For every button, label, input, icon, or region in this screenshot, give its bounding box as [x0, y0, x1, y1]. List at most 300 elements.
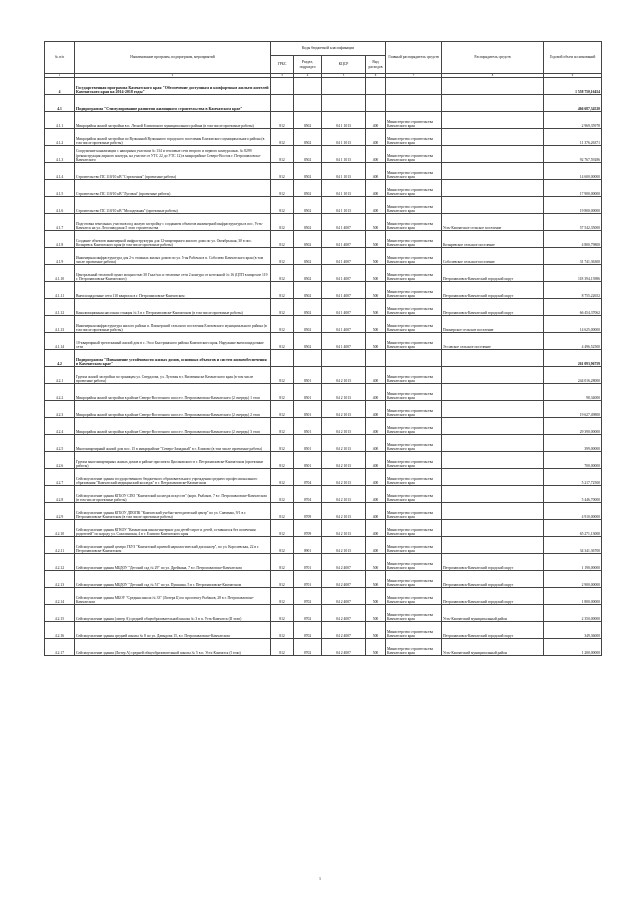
column-number: 6	[366, 74, 386, 78]
row-total: 29 390,00000	[544, 418, 602, 435]
row-total: 8 755,22652	[544, 282, 602, 299]
row-grbs	[271, 95, 294, 112]
table-row	[45, 282, 602, 299]
table-row	[45, 554, 602, 571]
row-main-manager: Министерство строительства Камчатского края	[386, 605, 442, 622]
column-number: 8	[442, 74, 544, 78]
row-main-manager: Министерство строительства Камчатского края	[386, 248, 442, 265]
row-grbs: 812	[271, 503, 294, 520]
row-total: 92 767,59286	[544, 146, 602, 163]
row-kcsr: 04 1 1013	[322, 163, 366, 180]
table-body	[45, 78, 602, 656]
row-manager: Пионерское сельское поселение	[442, 316, 544, 333]
row-grbs: 812	[271, 537, 294, 554]
row-name: Строительство ПС 110/10 кВ "Стрелочная" (проектные работы)	[75, 163, 271, 180]
row-razdel: 0704	[294, 469, 322, 486]
row-grbs: 812	[271, 452, 294, 469]
row-kvr: 400	[366, 435, 386, 452]
table-row	[45, 112, 602, 129]
row-razdel: 0502	[294, 197, 322, 214]
row-kvr: 400	[366, 537, 386, 554]
row-grbs: 812	[271, 605, 294, 622]
row-kvr: 400	[366, 401, 386, 418]
row-kcsr: 04 2 4007	[322, 588, 366, 605]
row-razdel: 0502	[294, 282, 322, 299]
row-name: Микрорайон жилой застройки в районе Северо-Восточного шоссе г. Петропавловска-Камчатского (2 очередь) 2 этап	[75, 401, 271, 418]
row-name: Микрорайон жилой застройки в районе Северо-Восточного шоссе г. Петропавловска-Камчатского (2 очередь) 1 этап	[75, 384, 271, 401]
row-total: 14 625,00000	[544, 316, 602, 333]
row-razdel: 0709	[294, 503, 322, 520]
row-manager: Петропавловск-Камчатский городской округ	[442, 282, 544, 299]
row-name: Строительство ПС 110/10 кВ "Молодежная" (проектные работы)	[75, 197, 271, 214]
row-total: 4 800,79800	[544, 231, 602, 248]
row-razdel: 0502	[294, 214, 322, 231]
row-name: Сооружение канализации с напорным участком № 134 и тепловые сети второго и первого контура инж. № 8299 (реконструкция лирного контура, на участке от УТС 22 до УТС 12) в микрорайоне Северо-Восток г. Петропавловска-Камчатского	[75, 146, 271, 163]
row-kvr: 500	[366, 265, 386, 282]
row-main-manager	[386, 95, 442, 112]
column-number: 9	[544, 74, 602, 78]
row-manager	[442, 95, 544, 112]
row-main-manager: Министерство строительства Камчатского края	[386, 401, 442, 418]
table-row	[45, 639, 602, 656]
row-total: 349,36000	[544, 622, 602, 639]
row-kvr: 400	[366, 384, 386, 401]
row-main-manager: Министерство строительства Камчатского края	[386, 197, 442, 214]
row-main-manager: Министерство строительства Камчатского края	[386, 146, 442, 163]
row-main-manager: Министерство строительства Камчатского края	[386, 333, 442, 350]
row-total: 98,34000	[544, 384, 602, 401]
row-kcsr: 04 2 1013	[322, 537, 366, 554]
row-total: 1 190,00000	[544, 554, 602, 571]
table-row	[45, 588, 602, 605]
header-rs: Распорядитель средств	[442, 42, 544, 74]
row-grbs: 812	[271, 469, 294, 486]
row-name: Строительство ПС 110/10 кВ "Луговая" (проектные работы)	[75, 180, 271, 197]
row-kvr: 500	[366, 282, 386, 299]
row-number: 4.2.15	[45, 605, 75, 622]
section-row	[45, 350, 602, 367]
row-main-manager: Министерство строительства Камчатского края	[386, 367, 442, 384]
row-manager	[442, 197, 544, 214]
row-razdel: 0901	[294, 537, 322, 554]
row-number: 4.1.12	[45, 299, 75, 316]
row-name: Сейсмоусиление здания КГБОУ ДПОПК "Камчатский учебно-методический центр" по ул. Савченко, 9/1 в г. Петропавловске-Камчатском (в том числе проектные работы)	[75, 503, 271, 520]
row-razdel: 0502	[294, 265, 322, 282]
row-kvr: 500	[366, 214, 386, 231]
row-manager: Петропавловск-Камчатский городской округ	[442, 299, 544, 316]
row-manager	[442, 435, 544, 452]
row-number: 4.1.14	[45, 333, 75, 350]
row-razdel: 0702	[294, 605, 322, 622]
row-razdel	[294, 78, 322, 95]
table-row	[45, 129, 602, 146]
row-number: 4.1.6	[45, 197, 75, 214]
row-kvr	[366, 95, 386, 112]
row-total: 700,00000	[544, 452, 602, 469]
row-razdel: 0502	[294, 333, 322, 350]
row-total: 244 016,28000	[544, 367, 602, 384]
row-manager: Петропавловск-Камчатский городской округ	[442, 588, 544, 605]
row-kvr: 400	[366, 520, 386, 537]
row-grbs: 812	[271, 418, 294, 435]
row-manager	[442, 418, 544, 435]
row-grbs	[271, 350, 294, 367]
row-kcsr: 04 1 4007	[322, 299, 366, 316]
row-number: 4.1.2	[45, 129, 75, 146]
row-manager: Усть-Камчатское сельское поселение	[442, 214, 544, 231]
row-razdel: 0502	[294, 146, 322, 163]
table-row	[45, 418, 602, 435]
row-total: 14 600,00000	[544, 163, 602, 180]
row-total: 399,00000	[544, 435, 602, 452]
table-row	[45, 214, 602, 231]
table-row	[45, 384, 602, 401]
row-kcsr: 04 1 4007	[322, 231, 366, 248]
row-kvr: 400	[366, 503, 386, 520]
row-name: Подпрограмма "Повышение устойчивости жилых домов, основных объектов и систем жизнеобеспечения в Камчатском крае"	[75, 350, 271, 367]
column-number: 3	[271, 74, 294, 78]
row-kvr: 400	[366, 486, 386, 503]
row-kcsr: 04 1 1013	[322, 197, 366, 214]
row-kvr: 400	[366, 112, 386, 129]
table-row	[45, 231, 602, 248]
row-name: Многоквартирный жилой дом пос. 15 в микрорайоне "Северо-Западный" в г. Елизово (в том числе проектные работы)	[75, 435, 271, 452]
row-name: Канализационная насосная станция № 3 в г. Петропавловске-Камчатском (в том числе проектные работы)	[75, 299, 271, 316]
row-total: 57 542,35000	[544, 214, 602, 231]
row-kvr: 500	[366, 231, 386, 248]
row-total: 66 454,37062	[544, 299, 602, 316]
section-row	[45, 95, 602, 112]
row-main-manager: Министерство строительства Камчатского края	[386, 622, 442, 639]
row-name: Микрорайон жилой застройки по Вулканной Вулканного городского поселения Елизовского муниципального района (в том числе проектные работы)	[75, 129, 271, 146]
row-manager	[442, 350, 544, 367]
row-kcsr	[322, 95, 366, 112]
row-razdel: 0702	[294, 622, 322, 639]
table-row	[45, 316, 602, 333]
row-main-manager: Министерство строительства Камчатского края	[386, 299, 442, 316]
row-grbs: 812	[271, 265, 294, 282]
row-total: 5 446,70000	[544, 486, 602, 503]
row-number: 4.2.5	[45, 435, 75, 452]
row-number: 4.1.9	[45, 248, 75, 265]
column-number: 4	[294, 74, 322, 78]
row-number: 4.1.10	[45, 265, 75, 282]
row-manager: Эссовское сельское поселение	[442, 333, 544, 350]
row-kcsr: 04 2 1013	[322, 418, 366, 435]
row-number: 4.2.11	[45, 537, 75, 554]
row-manager	[442, 129, 544, 146]
row-kcsr: 04 2 1013	[322, 503, 366, 520]
row-grbs: 812	[271, 554, 294, 571]
row-total: 1 800,00000	[544, 588, 602, 605]
row-total: 261 093,96759	[544, 350, 602, 367]
row-name: Создание объектов инженерной инфраструктуры для 12-квартирного жилого дома по ул. Октябрьская, 30 в пос. Козыревск Камчатского края (в том числе проектные работы)	[75, 231, 271, 248]
row-number: 4.1.8	[45, 231, 75, 248]
header-total: Годовой объем ассигнований	[544, 42, 602, 74]
row-manager	[442, 78, 544, 95]
row-grbs: 812	[271, 486, 294, 503]
row-main-manager: Министерство строительства Камчатского края	[386, 486, 442, 503]
row-kvr: 400	[366, 129, 386, 146]
row-kcsr: 04 1 4007	[322, 282, 366, 299]
row-razdel: 0501	[294, 418, 322, 435]
row-kcsr: 04 2 1013	[322, 435, 366, 452]
row-kcsr: 04 2 1013	[322, 520, 366, 537]
budget-table	[44, 41, 602, 656]
row-razdel: 0702	[294, 639, 322, 656]
row-manager: Петропавловск-Камчатский городской округ	[442, 571, 544, 588]
row-kvr: 500	[366, 622, 386, 639]
page-number: 1	[319, 876, 321, 881]
row-name: Подготовка земельных участков под жилую застройку с созданием объектов инженерной инфраструктуры в пос. Усть-Камчатск на ул. Лесозаводская 5 этап строительства	[75, 214, 271, 231]
row-razdel: 0502	[294, 299, 322, 316]
row-razdel: 0502	[294, 248, 322, 265]
row-number: 4.1.11	[45, 282, 75, 299]
row-total: 19 800,00000	[544, 197, 602, 214]
row-kvr: 500	[366, 639, 386, 656]
row-kcsr: 04 1 1013	[322, 180, 366, 197]
row-kcsr: 04 2 1013	[322, 469, 366, 486]
row-name: Сейсмоусиление зданий центра ГБУЗ "Камчатский краевой наркологический диспансер", по ул. Королевская, 22 в г. Петропавловске-Камчатском	[75, 537, 271, 554]
row-total: 1 558 750,16454	[544, 78, 602, 95]
row-name: Сейсмоусиление здания МБДОУ "Детский сад № 51" по ул. Пушкина, 5 в г. Петропавловске-Камчатском	[75, 571, 271, 588]
row-number: 4.2.4	[45, 418, 75, 435]
table-row	[45, 248, 602, 265]
table-row	[45, 469, 602, 486]
row-kcsr: 04 1 4007	[322, 333, 366, 350]
row-grbs: 812	[271, 384, 294, 401]
row-grbs: 812	[271, 622, 294, 639]
row-name: Сейсмоусиление здания КГКОУ "Камчатская школа-интернат для детей-сирот и детей, оставшихся без попечения родителей" по народу ул. Сахалинская, 4 в г. Елизово Камчатского края	[75, 520, 271, 537]
row-grbs: 812	[271, 129, 294, 146]
row-name: Микрорайон жилой застройки в п. Лесной Елизовского муниципального района (в том числе проектные работы)	[75, 112, 271, 129]
table-row	[45, 571, 602, 588]
row-kcsr: 04 1 1013	[322, 112, 366, 129]
row-number: 4.2.8	[45, 486, 75, 503]
row-main-manager: Министерство строительства Камчатского края	[386, 537, 442, 554]
header-gr: Главный распорядитель средств	[386, 42, 442, 74]
row-grbs: 812	[271, 282, 294, 299]
row-manager: Петропавловск-Камчатский городской округ	[442, 265, 544, 282]
row-kvr: 500	[366, 333, 386, 350]
column-number: 5	[322, 74, 366, 78]
row-kvr: 500	[366, 605, 386, 622]
row-kcsr: 04 2 1013	[322, 452, 366, 469]
row-kvr	[366, 350, 386, 367]
row-razdel: 0501	[294, 435, 322, 452]
row-main-manager: Министерство строительства Камчатского края	[386, 265, 442, 282]
row-kcsr: 04 2 1013	[322, 486, 366, 503]
row-number: 4.2.7	[45, 469, 75, 486]
row-kvr: 400	[366, 469, 386, 486]
row-main-manager: Министерство строительства Камчатского края	[386, 452, 442, 469]
row-main-manager: Министерство строительства Камчатского края	[386, 418, 442, 435]
row-number: 4.2.10	[45, 520, 75, 537]
row-name: Сейсмоусиление здания (Литер А) средней общеобразовательной школы № 5 в п. Усть-Камчатск (I этап)	[75, 639, 271, 656]
row-grbs: 812	[271, 639, 294, 656]
row-manager	[442, 367, 544, 384]
row-grbs: 812	[271, 588, 294, 605]
row-total: 1 200,00000	[544, 639, 602, 656]
row-number: 4.2.6	[45, 452, 75, 469]
row-number: 4.2.12	[45, 554, 75, 571]
row-main-manager: Министерство строительства Камчатского края	[386, 554, 442, 571]
row-razdel: 0502	[294, 163, 322, 180]
row-main-manager: Министерство строительства Камчатского края	[386, 520, 442, 537]
row-kcsr: 04 2 4007	[322, 554, 366, 571]
row-number: 4.2	[45, 350, 75, 367]
section-row	[45, 78, 602, 95]
row-name: Государственная программа Камчатского края "Обеспечение доступным и комфортным жильем жителей Камчатского края на 2014-2018 годы"	[75, 78, 271, 95]
row-manager	[442, 503, 544, 520]
table-row	[45, 452, 602, 469]
row-manager: Петропавловск-Камчатский городской округ	[442, 554, 544, 571]
row-manager: Усть-Камчатский муниципальный район	[442, 605, 544, 622]
row-total: 5 217,72500	[544, 469, 602, 486]
row-name: Сейсмоусиление здания средней школы № 8 по ул. Давыдова 15, в г. Петропавловске-Камчатском	[75, 622, 271, 639]
row-total: 2 350,00000	[544, 605, 602, 622]
row-manager	[442, 112, 544, 129]
row-kvr	[366, 78, 386, 95]
table-row	[45, 163, 602, 180]
row-kcsr: 04 1 4007	[322, 214, 366, 231]
row-razdel: 0704	[294, 486, 322, 503]
row-name: Сейсмоусиление здания МБОУ "Средняя школа № 33" (Литера Б) по проспекту Рыбаков, 28 в г. Петропавловске-Камчатском	[75, 588, 271, 605]
row-total: 4 910,00000	[544, 503, 602, 520]
table-row	[45, 520, 602, 537]
row-main-manager: Министерство строительства Камчатского края	[386, 316, 442, 333]
row-manager	[442, 146, 544, 163]
row-razdel: 0502	[294, 129, 322, 146]
table-row	[45, 180, 602, 197]
row-kcsr: 04 2 4007	[322, 605, 366, 622]
row-razdel: 0501	[294, 401, 322, 418]
row-razdel: 0502	[294, 180, 322, 197]
column-number: 2	[75, 74, 271, 78]
row-razdel: 0709	[294, 520, 322, 537]
row-main-manager: Министерство строительства Камчатского края	[386, 469, 442, 486]
row-name: Сейсмоусиление здания МБДОУ "Детский сад № 29" по ул. Дрейкина, 7 в г. Петропавловске-Камчатском	[75, 554, 271, 571]
row-number: 4.1.1	[45, 112, 75, 129]
row-main-manager: Министерство строительства Камчатского края	[386, 282, 442, 299]
header-grbs: ГРБС	[271, 56, 294, 74]
row-name: Сейсмоусиление здания (литер А) средней общеобразовательной школы № 3 в п. Усть-Камчатск (II этап)	[75, 605, 271, 622]
row-kcsr: 04 2 4007	[322, 571, 366, 588]
row-main-manager: Министерство строительства Камчатского края	[386, 384, 442, 401]
row-razdel: 0502	[294, 316, 322, 333]
row-total: 2 969,35978	[544, 112, 602, 129]
row-number: 4.2.17	[45, 639, 75, 656]
row-number: 4.2.3	[45, 401, 75, 418]
row-kvr: 500	[366, 316, 386, 333]
column-number: 7	[386, 74, 442, 78]
row-name: Группа многоквартирных жилых домов в районе проспекта Циолковского в г. Петропавловске-Камчатском (проектные работы)	[75, 452, 271, 469]
row-razdel: 0702	[294, 588, 322, 605]
header-kbk-group: Коды бюджетной классификации	[271, 42, 386, 56]
row-grbs: 812	[271, 248, 294, 265]
table-row	[45, 146, 602, 163]
row-kcsr: 04 1 4007	[322, 248, 366, 265]
row-kvr: 400	[366, 197, 386, 214]
row-kvr: 400	[366, 452, 386, 469]
header-row-top	[45, 42, 602, 56]
row-manager: Козыревское сельское поселение	[442, 231, 544, 248]
row-total: 118 394,13986	[544, 265, 602, 282]
row-main-manager	[386, 78, 442, 95]
row-razdel: 0501	[294, 452, 322, 469]
table-row	[45, 197, 602, 214]
row-manager	[442, 469, 544, 486]
row-kcsr: 04 2 1013	[322, 384, 366, 401]
row-total: 19 627,49800	[544, 401, 602, 418]
row-main-manager: Министерство строительства Камчатского края	[386, 180, 442, 197]
table-row	[45, 537, 602, 554]
row-name: Инженерная инфраструктура для 2-х этажных жилых домов по ул. 5-ая Рабочая в п. Соболево Камчатского края (в том числе проектные работы)	[75, 248, 271, 265]
row-grbs: 812	[271, 520, 294, 537]
row-main-manager: Министерство строительства Камчатского края	[386, 214, 442, 231]
row-total: 34 341,36700	[544, 537, 602, 554]
row-razdel: 0501	[294, 367, 322, 384]
row-grbs: 812	[271, 197, 294, 214]
row-manager	[442, 520, 544, 537]
row-kvr: 400	[366, 163, 386, 180]
table-row	[45, 605, 602, 622]
row-kcsr: 04 1 1013	[322, 146, 366, 163]
row-grbs: 812	[271, 401, 294, 418]
row-total: 11 376,26371	[544, 129, 602, 146]
table-row	[45, 486, 602, 503]
row-grbs: 812	[271, 163, 294, 180]
row-number: 4.2.14	[45, 588, 75, 605]
row-number: 4.1	[45, 95, 75, 112]
row-manager	[442, 401, 544, 418]
row-total: 2 900,00000	[544, 571, 602, 588]
row-manager	[442, 452, 544, 469]
row-grbs: 812	[271, 571, 294, 588]
row-kcsr	[322, 78, 366, 95]
row-name: Внеплощадочные сети 110 квартала в г. Петропавловске-Камчатском	[75, 282, 271, 299]
header-kcsr: КЦСР	[322, 56, 366, 74]
table-row	[45, 503, 602, 520]
row-kcsr: 04 2 4007	[322, 639, 366, 656]
row-manager: Усть-Камчатский муниципальный район	[442, 639, 544, 656]
row-main-manager: Министерство строительства Камчатского края	[386, 571, 442, 588]
row-main-manager: Министерство строительства Камчатского края	[386, 435, 442, 452]
row-total: 4 496,52500	[544, 333, 602, 350]
header-kvr: Вид расходов	[366, 56, 386, 74]
row-kvr: 500	[366, 571, 386, 588]
row-kvr: 400	[366, 180, 386, 197]
row-main-manager: Министерство строительства Камчатского края	[386, 112, 442, 129]
table-row	[45, 299, 602, 316]
row-grbs: 812	[271, 316, 294, 333]
row-kvr: 500	[366, 588, 386, 605]
row-razdel	[294, 95, 322, 112]
row-razdel: 0502	[294, 112, 322, 129]
header-num: № п/п	[45, 42, 75, 74]
row-main-manager	[386, 350, 442, 367]
row-grbs: 812	[271, 112, 294, 129]
row-number: 4.2.9	[45, 503, 75, 520]
row-name: Подпрограмма "Стимулирование развития жилищного строительства в Камчатском крае"	[75, 95, 271, 112]
row-name: 10-квартирный трехэтажный жилой дом в с. Эссо Быстринского района Камчатского края. Наружные внеплощадочные сети	[75, 333, 271, 350]
table-row	[45, 367, 602, 384]
row-total: 31 741,36300	[544, 248, 602, 265]
row-main-manager: Министерство строительства Камчатского края	[386, 163, 442, 180]
table-row	[45, 333, 602, 350]
row-total: 466 687,34520	[544, 95, 602, 112]
column-number: 1	[45, 74, 75, 78]
